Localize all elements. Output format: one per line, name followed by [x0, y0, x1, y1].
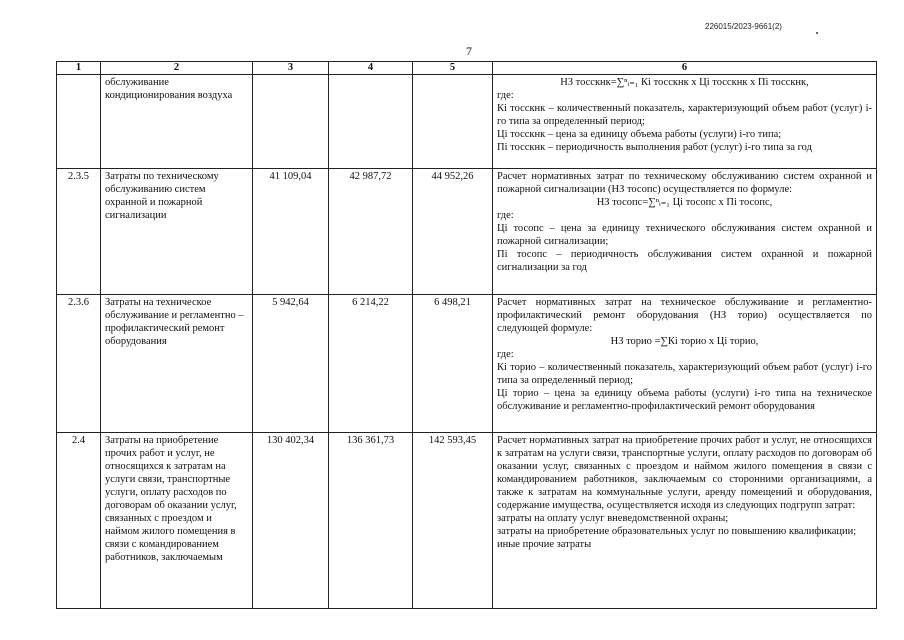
- description-paragraph: Цi тосопс – цена за единицу технического обслуживания систем охранной и пожарной сигнализации;: [497, 223, 872, 247]
- column-header: 4: [329, 62, 413, 75]
- formula-line: НЗ торио =∑Кi торио х Цi торио,: [610, 336, 759, 347]
- table-row: [57, 295, 877, 433]
- description-paragraph: Расчет нормативных затрат по техническому обслуживанию систем охранной и пожарной сигнализации (НЗ тосопс) осуществляется по формуле:: [497, 171, 872, 195]
- value-year-1: 41 109,04: [253, 169, 329, 295]
- formula-line: НЗ тосопс=∑ⁿᵢ₌₁ Цi тосопс х Пi тосопс,: [596, 197, 773, 208]
- item-code: 2.3.6: [57, 295, 101, 433]
- description-paragraph: Кi торио – количественный показатель, характеризующий объем работ (услуг) i-го типа за определенный период;: [497, 362, 872, 386]
- document-registration-number: 226015/2023-9661(2): [705, 22, 782, 31]
- value-year-3: 142 593,45: [413, 433, 493, 609]
- description-paragraph: Пi тосскнк – периодичность выполнения работ (услуг) i-го типа за год: [497, 142, 812, 153]
- description-paragraph: где:: [497, 90, 514, 101]
- formula-line: НЗ тосскнк=∑ⁿᵢ₌₁ Кi тосскнк х Цi тосскнк х Пi тосскнк,: [560, 77, 809, 88]
- description-paragraph: Цi торио – цена за единицу объема работы (услуги) i-го типа на техническое обслуживание и регламентно-профилактический ремонт оборудования: [497, 388, 872, 412]
- calculation-description: [493, 75, 877, 169]
- description-paragraph: Кi тосскнк – количественный показатель, характеризующий объем работ (услуг) i-го типа за определенный период;: [497, 103, 872, 127]
- cost-table: [56, 61, 877, 609]
- item-name: Затраты на приобретение прочих работ и услуг, не относящихся к затратам на услуги связи, транспортные услуги, оплату расходов по договорам об оказании услуг, связанных с проездом и наймом жилого помещения в связи с командированием работников, заключаемым: [101, 433, 253, 609]
- description-paragraph: Цi тосскнк – цена за единицу объема работы (услуги) i-го типа;: [497, 129, 782, 140]
- stray-mark: [816, 32, 818, 34]
- calculation-description: [493, 169, 877, 295]
- description-paragraph: иные прочие затраты: [497, 539, 592, 550]
- column-header: 6: [493, 62, 877, 75]
- value-year-3: 6 498,21: [413, 295, 493, 433]
- column-header: 3: [253, 62, 329, 75]
- item-name: обслуживание кондиционирования воздуха: [101, 75, 253, 169]
- item-code: 2.4: [57, 433, 101, 609]
- item-name: Затраты на техническое обслуживание и регламентно – профилактический ремонт оборудования: [101, 295, 253, 433]
- calculation-description: [493, 433, 877, 609]
- value-year-1: [253, 75, 329, 169]
- description-paragraph: Пi тосопс – периодичность обслуживания систем охранной и пожарной сигнализации за год: [497, 249, 872, 273]
- table-row: [57, 433, 877, 609]
- value-year-3: 44 952,26: [413, 169, 493, 295]
- value-year-2: 136 361,73: [329, 433, 413, 609]
- value-year-2: 42 987,72: [329, 169, 413, 295]
- column-header: 1: [57, 62, 101, 75]
- table-row: [57, 169, 877, 295]
- description-paragraph: Расчет нормативных затрат на техническое обслуживание и регламентно-профилактический ремонт оборудования (НЗ торио) осуществляется по следующей формуле:: [497, 297, 872, 334]
- value-year-1: 130 402,34: [253, 433, 329, 609]
- table-header-row: [57, 62, 877, 75]
- description-paragraph: затраты на оплату услуг вневедомственной охраны;: [497, 513, 729, 524]
- page-number: 7: [466, 44, 472, 58]
- value-year-2: 6 214,22: [329, 295, 413, 433]
- description-paragraph: затраты на приобретение образовательных услуг по повышению квалификации;: [497, 526, 857, 537]
- description-paragraph: где:: [497, 210, 514, 221]
- description-paragraph: Расчет нормативных затрат на приобретение прочих работ и услуг, не относящихся к затратам на услуги связи, транспортные услуги, оплату расходов по договорам об оказании услуг, связанных с проездом и наймом жилого помещения в связи с командированием работников, заключаемым со сторонними организациями, а также к затратам на коммунальные услуги, аренду помещений и оборудования, содержание имущества, осуществляется исходя из следующих подгрупп затрат:: [497, 435, 872, 511]
- table-row: [57, 75, 877, 169]
- description-paragraph: где:: [497, 349, 514, 360]
- value-year-1: 5 942,64: [253, 295, 329, 433]
- calculation-description: [493, 295, 877, 433]
- value-year-3: [413, 75, 493, 169]
- column-header: 5: [413, 62, 493, 75]
- column-header: 2: [101, 62, 253, 75]
- item-code: [57, 75, 101, 169]
- item-name: Затраты по техническому обслуживанию систем охранной и пожарной сигнализации: [101, 169, 253, 295]
- item-code: 2.3.5: [57, 169, 101, 295]
- value-year-2: [329, 75, 413, 169]
